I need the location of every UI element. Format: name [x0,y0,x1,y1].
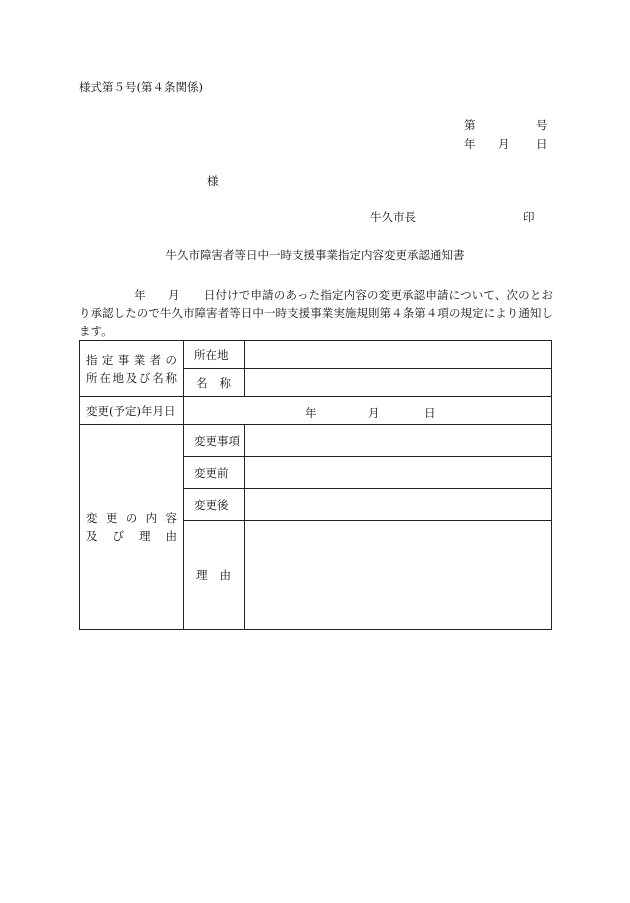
body-year: 年 [134,288,146,302]
change-date-year: 年 [305,406,317,420]
body-month: 月 [167,288,180,302]
operator-heading-line2: 所在地及び名称 [86,370,177,385]
after-field[interactable] [245,489,552,521]
reason-field[interactable] [245,521,552,630]
body-paragraph [79,286,553,340]
issue-date-year: 年 [464,137,476,151]
operator-heading-line1: 指定事業者の [86,352,177,367]
issuer-name: 牛久市長 [370,210,416,224]
document-title: 牛久市障害者等日中一時支援事業指定内容変更承認通知書 [165,248,465,262]
change-date-month: 月 [368,406,380,420]
details-heading-line2: 及び理由 [86,529,177,543]
operator-heading [80,341,184,397]
change-details-table [79,340,552,630]
details-heading [80,425,184,630]
after-label: 変更後 [184,489,245,521]
name-field[interactable] [245,369,552,397]
addressee-honorific: 様 [207,174,219,188]
document-number-suffix: 号 [536,118,548,132]
details-heading-line1: 変更の内容 [86,511,177,525]
change-item-label: 変更事項 [184,425,245,457]
change-date-label: 変更(予定)年月日 [80,397,184,425]
issue-date-month: 月 [498,137,510,151]
before-field[interactable] [245,457,552,489]
before-label: 変更前 [184,457,245,489]
name-label: 名称 [184,369,245,397]
issuer-seal-mark: 印 [523,210,535,224]
issue-date-day: 日 [536,137,548,151]
reason-label: 理由 [184,521,245,630]
form-number: 様式第５号(第４条関係) [79,80,203,94]
body-text: 日付けで申請のあった指定内容の変更承認申請について、次のとおり承認したので牛久市障害者等日中一時支援事業実施規則第４条第４項の規定により通知します。 [79,288,553,338]
document-number-label: 第 [464,118,476,132]
change-date-day: 日 [424,406,436,420]
location-label: 所在地 [184,341,245,369]
change-date-field[interactable] [184,397,552,425]
change-item-field[interactable] [245,425,552,457]
location-field[interactable] [245,341,552,369]
